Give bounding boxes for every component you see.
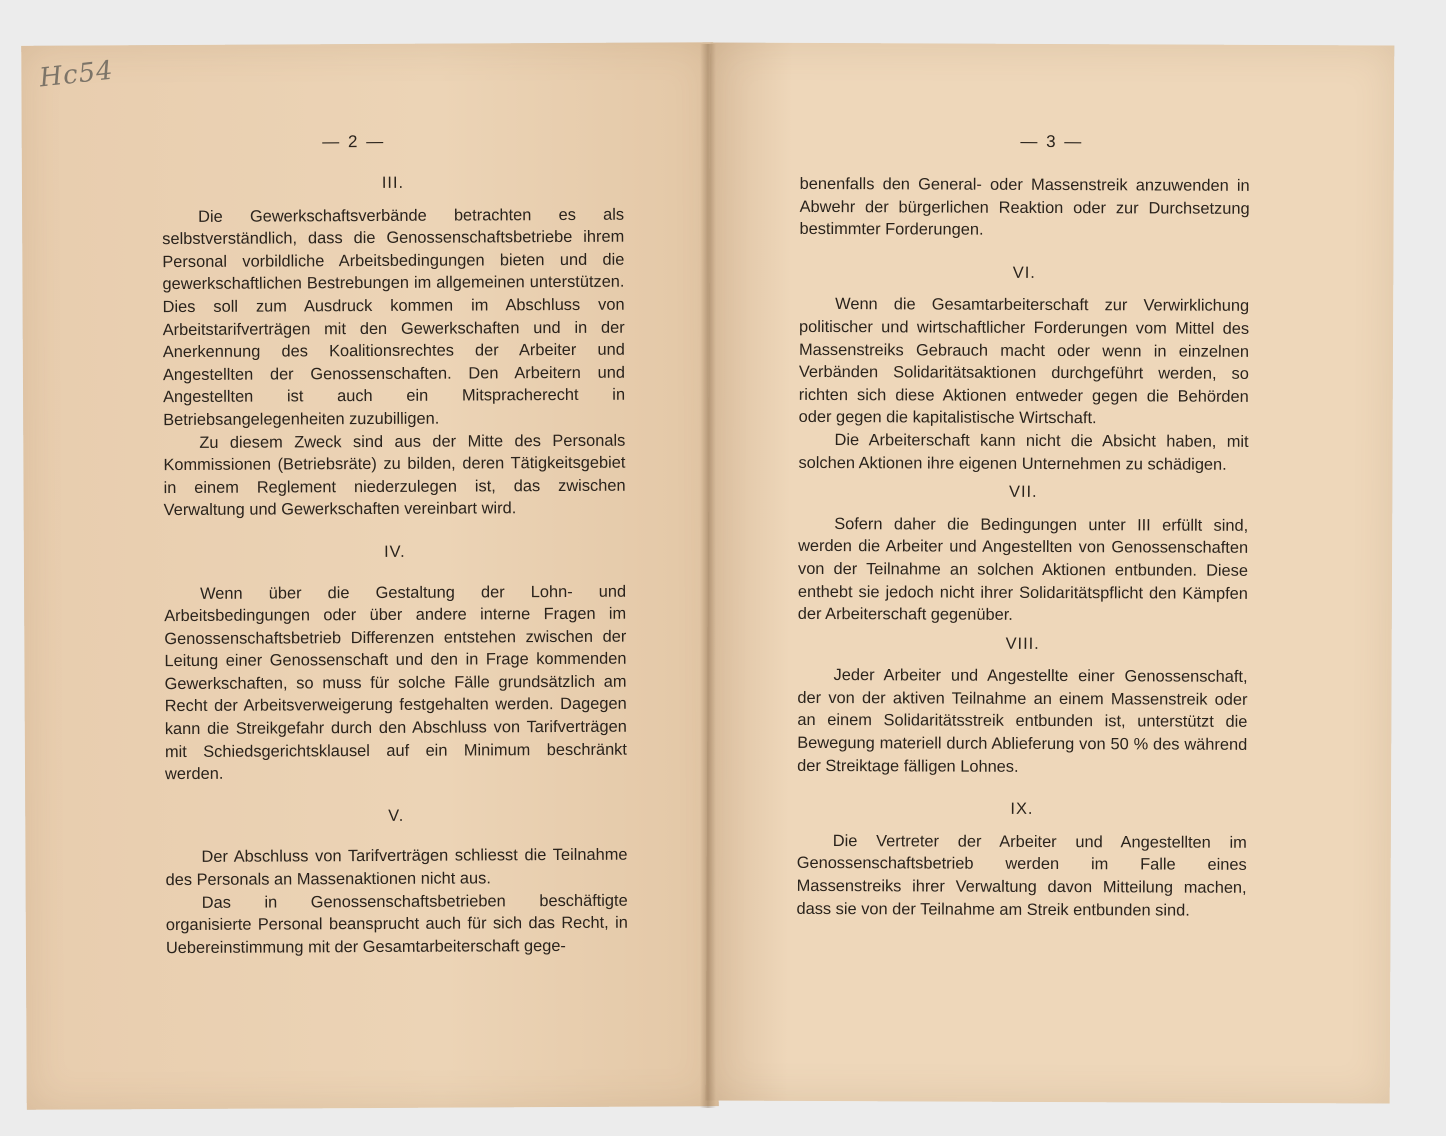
paragraph: Die Vertreter der Arbeiter und Angestellten im Genossenschaftsbetrieb werden im Falle eines Massenstreiks ihrer Verwaltung davon Mitteilung machen, dass sie von der Teilnahme am Streik entbunden sind. <box>796 831 1247 920</box>
left-page <box>21 42 719 1110</box>
page-text <box>796 173 1249 922</box>
section-heading: IV. <box>384 542 406 561</box>
paragraph: Wenn die Gesamtarbeiterschaft zur Verwirklichung politischer und wirtschaftlicher Forderungen vom Mittel des Massenstreiks Gebrauch macht oder wenn in einzelnen Verbänden Solidaritätsaktionen durchgeführt werden, so richten sich diese Aktionen entweder gegen die Behörden oder gegen die kapitalistische Wirtschaft. <box>798 295 1250 428</box>
paragraph: Das in Genossenschaftsbetrieben beschäftigte organisierte Personal beansprucht auch für sich das Recht, in Uebereinstimmung mit der Gesamtarbeiterschaft gege- <box>165 891 628 957</box>
continuation-paragraph: benenfalls den General- oder Massenstreik anzuwenden in Abwehr der bürgerlichen Reaktion oder zur Durchsetzung bestimmter Forderungen. <box>799 174 1250 239</box>
page-text <box>162 165 628 960</box>
page-number: — 2 — <box>322 131 386 152</box>
paragraph: Der Abschluss von Tarifverträgen schliesst die Teilnahme des Personals an Massenaktionen nicht aus. <box>165 846 628 890</box>
paragraph: Sofern daher die Bedingungen unter III erfüllt sind, werden die Arbeiter und Angestellten von Genossenschaften von der Teilnahme an solchen Aktionen entbunden. Diese enthebt sie jedoch nicht ihrer Solidaritätspflicht den Kämpfen der Arbeiterschaft gegenüber. <box>797 514 1249 624</box>
section-heading: III. <box>381 173 405 192</box>
paragraph: Wenn über die Gestaltung der Lohn- und Arbeitsbedingungen oder über andere interne Fragen im Genossenschaftsbetrieb Differenzen entstehen zwischen der Leitung einer Genossenschaft und den in Frage kommenden Gewerkschaften, so muss für solche Fälle grundsätzlich am Recht der Arbeitsverweigerung festgehalten werden. Dagegen kann die Streikgefahr durch den Abschluss von Tarifverträgen mit Schiedsgerichtsklausel auf ein Minimum beschränkt werden. <box>164 582 627 784</box>
section-heading: V. <box>388 806 405 825</box>
handwritten-note: Hc54 <box>37 55 116 94</box>
paragraph: Die Arbeiterschaft kann nicht die Absicht haben, mit solchen Aktionen ihre eigenen Unternehmen zu schädigen. <box>798 430 1249 474</box>
section-heading: VIII. <box>1005 634 1040 653</box>
paragraph: Die Gewerkschaftsverbände betrachten es als selbstverständlich, dass die Genossenschaftsbetriebe ihrem Personal vorbildliche Arbeitsbedingungen bieten und die gewerkschaftlichen Bestrebungen im allgemeinen unterstützen. Dies soll zum Ausdruck kommen im Abschluss von Arbeitstarifverträgen mit den Gewerkschaften und in der Anerkennung des Koalitionsrechtes der Arbeiter und Angestellten der Genossenschaften. Den Arbeitern und Angestellten ist auch ein Mitspracherecht in Betriebsangelegenheiten zuzubilligen. <box>162 205 626 430</box>
paragraph: Jeder Arbeiter und Angestellte einer Genossenschaft, der von der aktiven Teilnahme an einem Massenstreik oder an einem Solidaritätsstreik entbunden ist, unterstützt die Bewegung materiell durch Ablieferung von 50 % des während der Streiktage fälligen Lohnes. <box>797 666 1248 776</box>
page-number: — 3 — <box>1020 131 1084 152</box>
paragraph: Zu diesem Zweck sind aus der Mitte des Personals Kommissionen (Betriebsräte) zu bilden, deren Tätigkeitsgebiet in einem Reglement niederzulegen ist, das zwischen Verwaltung und Gewerkschaften vereinbart wird. <box>163 431 626 520</box>
right-page <box>706 43 1395 1104</box>
section-heading: VII. <box>1009 482 1038 502</box>
section-heading: VI. <box>1012 263 1036 282</box>
section-heading: IX. <box>1010 800 1034 819</box>
